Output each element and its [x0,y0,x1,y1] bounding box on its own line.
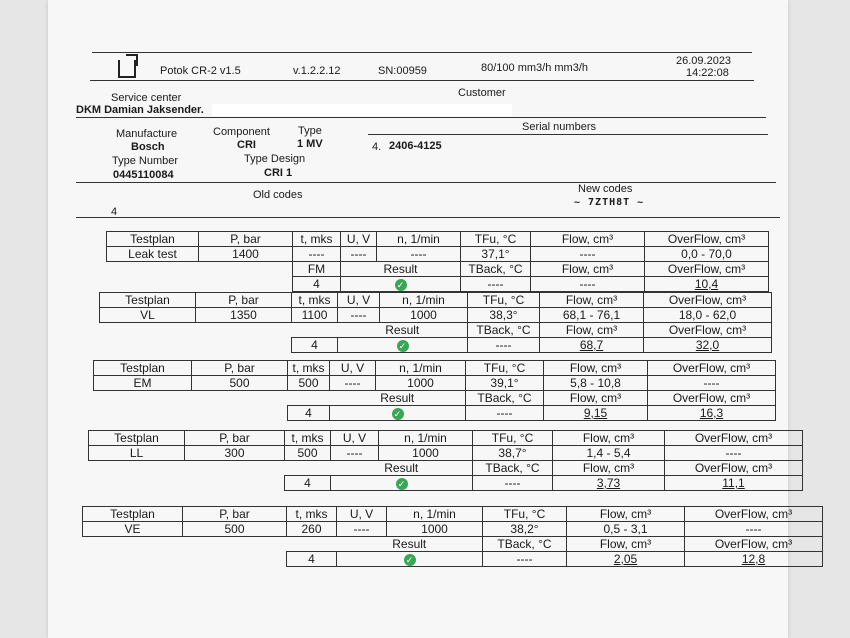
new-codes-value: ~ 7ZTH8T ~ [574,197,645,208]
col-speed: n, 1/min [376,361,466,376]
flow-label: Flow, cm³ [553,461,665,476]
check-icon: ✓ [404,554,416,566]
measure-count: 4 [288,406,330,421]
overflow-measured: 10,4 [645,277,769,292]
col-speed: n, 1/min [387,507,483,522]
testplan-value: EM [94,376,192,391]
col-pressure: P, bar [192,361,288,376]
pressure-value: 500 [192,376,288,391]
service-rule [76,117,766,118]
time-value: 500 [288,376,330,391]
check-icon: ✓ [392,408,404,420]
app-version: v.1.2.2.12 [293,65,341,77]
col-voltage: U, V [331,431,379,446]
serial-number: SN:00959 [378,65,427,77]
table-header-row [94,361,776,376]
service-center-name: DKM Damian Jaksender. [76,104,204,116]
col-voltage: U, V [341,232,377,247]
table-header-row [89,431,803,446]
type-design-label: Type Design [244,153,306,165]
col-testplan: Testplan [83,507,183,522]
flow-value: 68,1 - 76,1 [540,308,644,323]
manufacture-value: Bosch [131,141,165,153]
col-testplan: Testplan [89,431,185,446]
flow-label: Flow, cm³ [567,537,685,552]
flow-label: Flow, cm³ [544,391,648,406]
flow-measured: 2,05 [567,552,685,567]
tback-label: TBack, °C [483,537,567,552]
overflow-value: 0,0 - 70,0 [645,247,769,262]
col-voltage: U, V [330,361,376,376]
flow-label: Flow, cm³ [531,262,645,277]
old-codes-value: 4 [111,206,118,218]
col-overflow: OverFlow, cm³ [645,232,769,247]
overflow-value: 18,0 - 62,0 [644,308,772,323]
type-label: Type [298,125,322,137]
overflow-measured: 32,0 [644,338,772,353]
check-icon: ✓ [395,279,407,291]
voltage-value: ---- [330,376,376,391]
col-flow: Flow, cm³ [553,431,665,446]
col-tfu: TFu, °C [483,507,567,522]
result-label: Result [341,262,461,277]
col-voltage: U, V [338,293,380,308]
col-tfu: TFu, °C [466,361,544,376]
col-flow: Flow, cm³ [540,293,644,308]
table-row [100,308,772,323]
report-date: 26.09.2023 [676,55,732,67]
speed-value: ---- [377,247,461,262]
overflow-label: OverFlow, cm³ [644,323,772,338]
col-overflow: OverFlow, cm³ [685,507,823,522]
col-overflow: OverFlow, cm³ [665,431,803,446]
overflow-label: OverFlow, cm³ [648,391,776,406]
testplan-value: VL [100,308,196,323]
voltage-value: ---- [341,247,377,262]
overflow-label: OverFlow, cm³ [685,537,823,552]
result-row [89,476,803,491]
col-speed: n, 1/min [380,293,468,308]
type-value: 1 MV [297,138,323,150]
tfu-value: 38,3° [468,308,540,323]
component-value: CRI [237,139,256,151]
test-table-vl [99,292,772,353]
result-status [338,338,468,353]
col-tfu: TFu, °C [468,293,540,308]
potok-logo-icon [118,60,136,78]
measure-count: 4 [285,476,331,491]
speed-value: 1000 [376,376,466,391]
test-table-ll [88,430,803,491]
testplan-value: LL [89,446,185,461]
flow-value: ---- [531,247,645,262]
table-header-row [107,232,769,247]
measure-count: 4 [287,552,337,567]
speed-value: 1000 [379,446,473,461]
col-flow: Flow, cm³ [531,232,645,247]
tback-label: TBack, °C [468,323,540,338]
serial-rule [368,134,768,135]
flow-value: 1,4 - 5,4 [553,446,665,461]
result-label: Result [392,537,427,551]
tback-value: ---- [483,552,567,567]
overflow-measured: 16,3 [648,406,776,421]
measure-count: 4 [292,338,338,353]
pressure-value: 1350 [196,308,292,323]
result-status [341,277,461,292]
tback-label: TBack, °C [461,262,531,277]
manufacture-label: Manufacture [116,128,178,140]
service-center-label: Service center [111,92,182,104]
table-row [83,522,823,537]
voltage-value: ---- [338,308,380,323]
col-time: t, mks [285,431,331,446]
overflow-value: ---- [665,446,803,461]
voltage-value: ---- [331,446,379,461]
report-time: 14:22:08 [686,67,729,79]
col-testplan: Testplan [100,293,196,308]
table-header-row [100,293,772,308]
overflow-value: ---- [685,522,823,537]
col-testplan: Testplan [94,361,192,376]
type-number-label: Type Number [112,155,179,167]
redaction-block [212,104,512,116]
col-pressure: P, bar [199,232,293,247]
tfu-value: 38,7° [473,446,553,461]
product-rule [76,182,776,183]
old-codes-label: Old codes [253,189,303,201]
voltage-value: ---- [337,522,387,537]
result-label: Result [380,391,415,405]
testplan-value: Leak test [107,247,199,262]
col-testplan: Testplan [107,232,199,247]
overflow-measured: 11,1 [665,476,803,491]
header-top-rule [92,52,752,53]
time-value: 260 [287,522,337,537]
col-pressure: P, bar [183,507,287,522]
col-time: t, mks [288,361,330,376]
tback-value: ---- [461,277,531,292]
new-codes-label: New codes [578,183,633,195]
result-status [330,406,466,421]
codes-rule [76,217,780,218]
flow-value: 5,8 - 10,8 [544,376,648,391]
result-header-row [100,323,772,338]
overflow-measured: 12,8 [685,552,823,567]
col-pressure: P, bar [196,293,292,308]
test-table-em [93,360,776,421]
customer-label: Customer [458,87,506,99]
table-header-row [83,507,823,522]
flow-measured: 9,15 [544,406,648,421]
tfu-value: 38,2° [483,522,567,537]
table-row [107,247,769,262]
test-table-ve [82,506,823,567]
result-status [331,476,473,491]
header-bottom-rule [90,80,754,81]
pressure-value: 300 [185,446,285,461]
col-flow: Flow, cm³ [567,507,685,522]
col-speed: n, 1/min [377,232,461,247]
time-value: ---- [293,247,341,262]
table-row [89,446,803,461]
table-row [94,376,776,391]
col-time: t, mks [292,293,338,308]
result-header-row [107,262,769,277]
type-design-value: CRI 1 [264,167,293,179]
tback-label: TBack, °C [473,461,553,476]
measure-count: 4 [293,277,341,292]
col-overflow: OverFlow, cm³ [644,293,772,308]
overflow-value: ---- [648,376,776,391]
result-label: Result [385,323,420,337]
result-row [94,406,776,421]
flow-value: 0,5 - 3,1 [567,522,685,537]
serial-value: 2406-4125 [389,140,442,152]
time-value: 1100 [292,308,338,323]
result-row [100,338,772,353]
overflow-label: OverFlow, cm³ [665,461,803,476]
component-label: Component [213,126,270,138]
serial-index: 4. [372,141,382,153]
result-header-row [94,391,776,406]
test-table-leak [106,231,769,292]
col-tfu: TFu, °C [461,232,531,247]
tfu-value: 37,1° [461,247,531,262]
overflow-label: OverFlow, cm³ [645,262,769,277]
flow-measured: 3,73 [553,476,665,491]
result-row [83,552,823,567]
flow-label: Flow, cm³ [540,323,644,338]
col-overflow: OverFlow, cm³ [648,361,776,376]
col-voltage: U, V [337,507,387,522]
check-icon: ✓ [396,478,408,490]
speed-value: 1000 [387,522,483,537]
fm-label: FM [293,262,341,277]
col-speed: n, 1/min [379,431,473,446]
result-label: Result [384,461,419,475]
tfu-value: 39,1° [466,376,544,391]
flow-units: 80/100 mm3/h mm3/h [481,62,588,74]
result-header-row [83,537,823,552]
col-time: t, mks [293,232,341,247]
time-value: 500 [285,446,331,461]
pressure-value: 1400 [199,247,293,262]
flow-measured: 68,7 [540,338,644,353]
pressure-value: 500 [183,522,287,537]
flow-measured: ---- [531,277,645,292]
result-status [337,552,483,567]
col-tfu: TFu, °C [473,431,553,446]
col-flow: Flow, cm³ [544,361,648,376]
testplan-value: VE [83,522,183,537]
speed-value: 1000 [380,308,468,323]
app-name: Potok CR-2 v1.5 [160,65,241,77]
serial-numbers-label: Serial numbers [522,121,596,133]
col-pressure: P, bar [185,431,285,446]
result-header-row [89,461,803,476]
result-row [107,277,769,292]
col-time: t, mks [287,507,337,522]
tback-label: TBack, °C [466,391,544,406]
tback-value: ---- [466,406,544,421]
type-number-value: 0445110084 [113,169,174,181]
tback-value: ---- [468,338,540,353]
check-icon: ✓ [397,340,409,352]
tback-value: ---- [473,476,553,491]
